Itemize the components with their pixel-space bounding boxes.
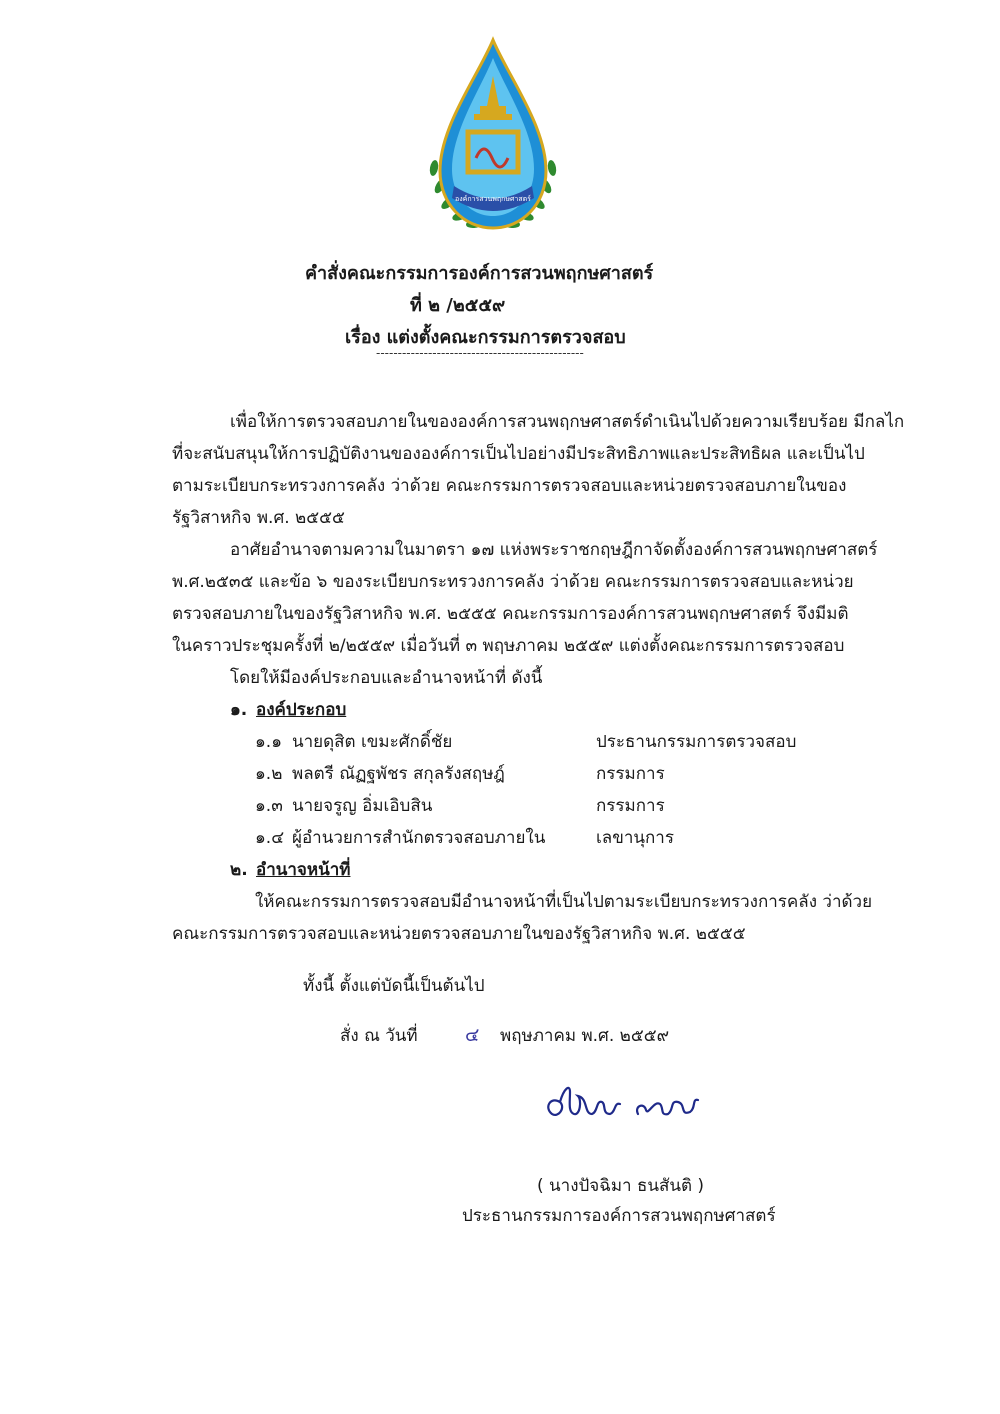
section2-line: ให้คณะกรรมการตรวจสอบมีอำนาจหน้าที่เป็นไปตามระเบียบกระทรวงการคลัง ว่าด้วย xyxy=(255,892,873,912)
paragraph2-line: พ.ศ.๒๕๓๕ และข้อ ๖ ของระเบียบกระทรวงการคลัง ว่าด้วย คณะกรรมการตรวจสอบและหน่วย xyxy=(172,572,854,592)
organization-logo xyxy=(418,36,568,246)
section2-line: คณะกรรมการตรวจสอบและหน่วยตรวจสอบภายในของรัฐวิสาหกิจ พ.ศ. ๒๕๕๕ xyxy=(172,924,746,944)
section1-heading: องค์ประกอบ xyxy=(256,700,347,720)
member-number: ๑.๑ xyxy=(255,732,282,752)
paragraph2-line: อาศัยอำนาจตามความในมาตรา ๑๗ แห่งพระราชกฤษฎีกาจัดตั้งองค์การสวนพฤกษศาสตร์ xyxy=(230,540,878,560)
paragraph1-line: ที่จะสนับสนุนให้การปฏิบัติงานขององค์การเป็นไปอย่างมีประสิทธิภาพและประสิทธิผล และเป็นไป xyxy=(172,444,865,464)
signatory-position: ประธานกรรมการองค์การสวนพฤกษศาสตร์ xyxy=(462,1206,776,1226)
section2-heading: อำนาจหน้าที่ xyxy=(256,860,351,880)
logo-caption: องค์การสวนพฤกษศาสตร์ xyxy=(455,195,531,203)
paragraph2-line: ในคราวประชุมครั้งที่ ๒/๒๕๕๙ เมื่อวันที่ ๓ พฤษภาคม ๒๕๕๙ แต่งตั้งคณะกรรมการตรวจสอบ xyxy=(172,636,845,656)
member-role: กรรมการ xyxy=(596,764,665,784)
order-number: ที่ ๒ /๒๕๕๙ xyxy=(410,295,506,316)
member-name: นายจรูญ อิ่มเอิบสิน xyxy=(292,796,433,816)
member-name: นายดุสิต เขมะศักดิ์ชัย xyxy=(292,732,453,752)
member-number: ๑.๔ xyxy=(255,828,285,848)
paragraph2-line: ตรวจสอบภายในของรัฐวิสาหกิจ พ.ศ. ๒๕๕๕ คณะกรรมการองค์การสวนพฤกษศาสตร์ จึงมีมติ xyxy=(172,604,849,624)
paragraph1-line: เพื่อให้การตรวจสอบภายในขององค์การสวนพฤกษศาสตร์ดำเนินไปด้วยความเรียบร้อย มีกลไก xyxy=(230,412,905,432)
member-name: ผู้อำนวยการสำนักตรวจสอบภายใน xyxy=(292,828,546,848)
order-subject: เรื่อง แต่งตั้งคณะกรรมการตรวจสอบ xyxy=(345,327,626,348)
paragraph2-line: โดยให้มีองค์ประกอบและอำนาจหน้าที่ ดังนี้ xyxy=(230,668,543,688)
member-role: เลขานุการ xyxy=(596,828,674,848)
member-number: ๑.๒ xyxy=(255,764,283,784)
order-date-day: ๔ xyxy=(465,1024,480,1046)
member-number: ๑.๓ xyxy=(255,796,283,816)
section1-number: ๑. xyxy=(230,700,248,720)
order-date-suffix: พฤษภาคม พ.ศ. ๒๕๕๙ xyxy=(500,1026,670,1046)
signature xyxy=(540,1078,710,1128)
order-date-prefix: สั่ง ณ วันที่ xyxy=(340,1026,418,1046)
paragraph1-line: รัฐวิสาหกิจ พ.ศ. ๒๕๕๕ xyxy=(172,508,345,528)
header-divider: ------------------------------------------------ xyxy=(376,346,584,360)
signatory-name: ( นางปัจฉิมา ธนสันติ ) xyxy=(537,1176,705,1196)
document-title: คำสั่งคณะกรรมการองค์การสวนพฤกษศาสตร์ xyxy=(305,263,654,284)
effective-statement: ทั้งนี้ ตั้งแต่บัดนี้เป็นต้นไป xyxy=(303,976,485,996)
member-role: ประธานกรรมการตรวจสอบ xyxy=(596,732,797,752)
section2-number: ๒. xyxy=(230,860,248,880)
member-name: พลตรี ณัฏฐพัชร สกุลรังสฤษฎ์ xyxy=(292,764,505,784)
member-role: กรรมการ xyxy=(596,796,665,816)
paragraph1-line: ตามระเบียบกระทรวงการคลัง ว่าด้วย คณะกรรมการตรวจสอบและหน่วยตรวจสอบภายในของ xyxy=(172,476,847,496)
